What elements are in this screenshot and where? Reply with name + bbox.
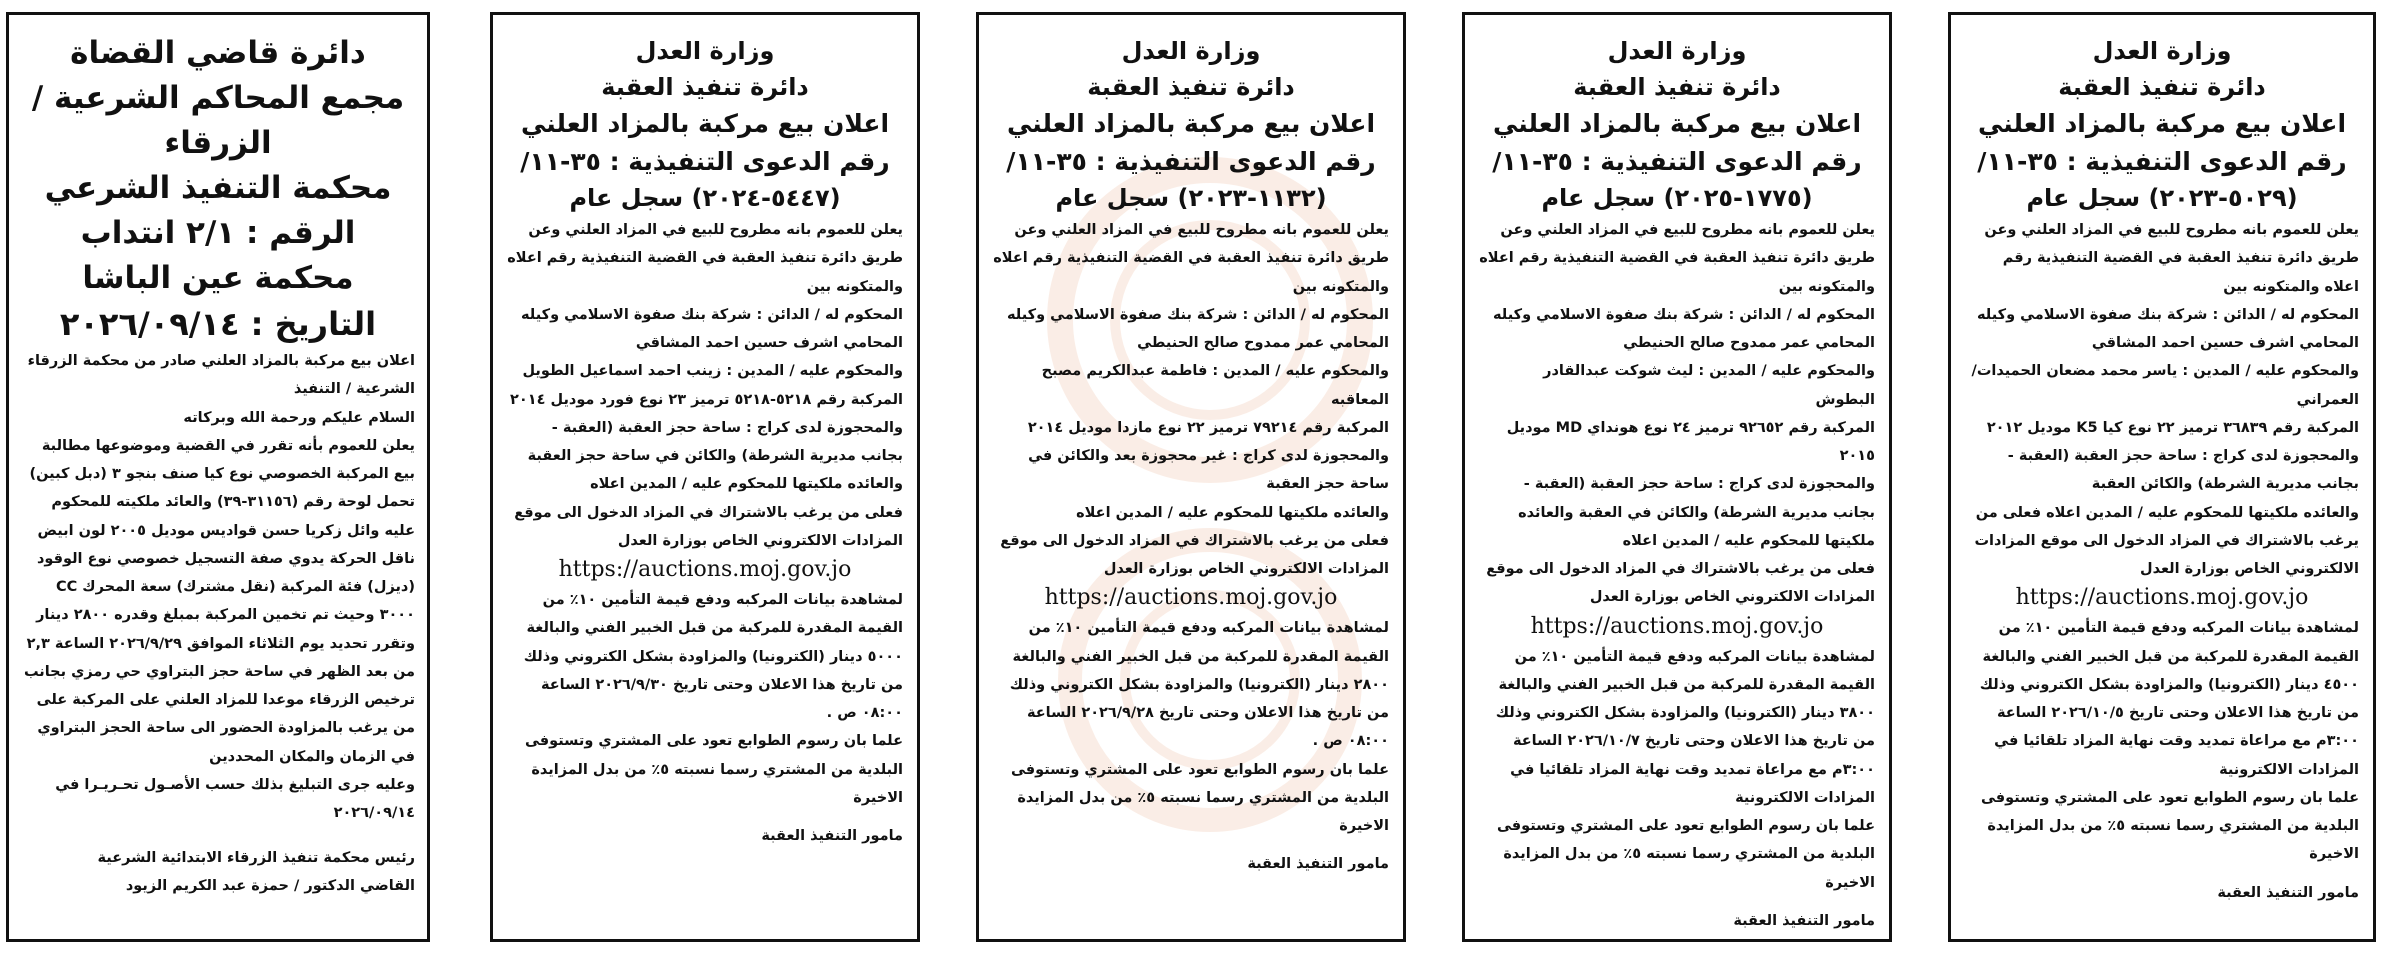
paragraph: المحكوم له / الدائن : شركة بنك صفوة الاسلامي وكيله المحامي اشرف حسين احمد المشاقي (1977, 306, 2359, 352)
paragraph: لمشاهدة بيانات المركبه ودفع قيمة التأمين ١٠٪ من القيمة المقدرة للمركبة من قبل الخبير الفني والبالغة ٢٨٠٠ دينار (الكترونيا) والمزاودة بشكل الكتروني وذلك من تاريخ هذا الاعلان وحتى تاريخ ٢٠٢٦/٩/٢٨ الساعة ٠٨:٠٠ ص . (1009, 620, 1389, 750)
court-title-line: الرقم : ٢/١ انتداب (80, 214, 356, 251)
paragraph: المحكوم له / الدائن : شركة بنك صفوة الاسلامي وكيله المحامي عمر ممدوح صالح الحنيطي (1493, 306, 1875, 352)
court-header (21, 31, 415, 347)
paragraph: فعلى من يرغب بالاشتراك في المزاد الدخول الى موقع المزادات الالكتروني الخاص بوزارة العدل (514, 504, 903, 549)
paragraph: والمحجوزة لدى كراج : ساحة حجز العقبة (العقبة - بجانب مديرية الشرطة) والكائن في ساحة حجز العقبة (527, 419, 903, 465)
court-notice-column (6, 12, 430, 942)
court-title-line: دائرة قاضي القضاة (70, 35, 366, 71)
notice-column-1 (490, 12, 920, 942)
paragraph: والعائده ملكيتها للمحكوم عليه / المدين اعلاه فعلى من يرغب بالاشتراك في المزاد الدخول الى موقع المزادات الالكتروني الخاص بوزارة العدل (1974, 504, 2359, 578)
paragraph: والمحجوزة لدى كراج : غير محجوزة بعد والكائن في ساحة حجز العقبة (1028, 448, 1389, 493)
auction-website: https://auctions.moj.gov.jo (558, 557, 852, 583)
signature: مامور التنفيذ العقبة (1247, 856, 1389, 873)
paragraph: المركبة رقم ٥٢١٨-٥٢١٨ ترميز ٢٣ نوع فورد موديل ٢٠١٤ (510, 391, 903, 408)
paragraph: لمشاهدة بيانات المركبه ودفع قيمة التأمين ١٠٪ من القيمة المقدرة للمركبة من قبل الخبير الفني والبالغة ٤٥٠٠ دينار (الكترونيا) والمزاودة بشكل الكتروني وذلك من تاريخ هذا الاعلان وحتى تاريخ ٢٠٢٦/١٠/٥ الساعة ٣:٠٠م مع مراعاة تمديد وقت نهاية المزاد تلقائيا في المزادات الالكترونية (1979, 620, 2359, 778)
notice-column-4 (1948, 12, 2376, 942)
paragraph: يعلن للعموم بأنه تقرر في القضية وموضوعها مطالبة بيع المركبة الخصوصي نوع كيا صنف بنجو ٣ (دبل كبين) تحمل لوحة رقم (٣١١٥٦-٣٩) والعائد ملكيته للمحكوم عليه وائل زكريا حسن قواديس موديل ٢٠٠٥ لون ابيض ناقل الحركة يدوي صفة التسجيل خصوصي نوع الوقود (ديزل) فئة المركبة (نقل مشترك) سعة المحرك CC ٣٠٠٠ وحيث تم تخمين المركبة بمبلغ وقدره ٢٨٠٠ دينار وتقرر تحديد يوم الثلاثاء الموافق ٢٠٢٦/٩/٢٩ الساعة ٢,٣ من بعد الظهر في ساحة حجز البتراوي حي رمزي بجانب ترخيص الزرقاء موعدا للمزاد العلني على المركبة على من يرغب بالمزاودة الحضور الى ساحة الحجز البتراوي في الزمان والمكان المحددين (23, 437, 415, 765)
paragraph: والمحكوم عليه / المدين : ياسر محمد مضعان الحميدات/ العمراني (1971, 363, 2359, 408)
notice-body (993, 216, 1389, 879)
paragraph: والعائده ملكيتها للمحكوم عليه / المدين اعلاه (590, 476, 903, 493)
signature-line: رئيس محكمة تنفيذ الزرقاء الابتدائية الشرعية (97, 849, 415, 866)
ministry-name: وزارة العدل (1121, 37, 1261, 65)
notice-title: اعلان بيع مركبة بالمزاد العلني (1977, 109, 2347, 138)
court-title-line: محكمة التنفيذ الشرعي (44, 169, 392, 206)
auction-website: https://auctions.moj.gov.jo (1530, 613, 1824, 639)
court-title-line: الزرقاء (164, 124, 272, 161)
case-number: (٥٤٤٧-٢٠٢٤) سجل عام (569, 184, 841, 212)
court-title-line: مجمع المحاكم الشرعية / (31, 79, 405, 116)
notice-header (1479, 33, 1875, 216)
paragraph: لمشاهدة بيانات المركبه ودفع قيمة التأمين ١٠٪ من القيمة المقدرة للمركبة من قبل الخبير الفني والبالغة ٣٨٠٠ دينار (الكترونيا) والمزاودة بشكل الكتروني وذلك من تاريخ هذا الاعلان وحتى تاريخ ٢٠٢٦/١٠/٧ الساعة ٣:٠٠م مع مراعاة تمديد وقت نهاية المزاد تلقائيا في المزادات الالكترونية (1495, 648, 1875, 806)
paragraph: فعلى من يرغب بالاشتراك في المزاد الدخول الى موقع المزادات الالكتروني الخاص بوزارة العدل (1486, 561, 1875, 606)
paragraph: علما بان رسوم الطوابع تعود على المشتري وتستوفى البلدية من المشتري رسما نسبته ٥٪ من بدل المزايدة الاخيرة (1496, 818, 1875, 891)
notice-header (507, 33, 903, 216)
notice-body (1965, 216, 2359, 907)
paragraph: يعلن للعموم بانه مطروح للبيع في المزاد العلني وعن طريق دائرة تنفيذ العقبة في القضية التنفيذية رقم اعلاه والمتكونه بين (1984, 222, 2359, 295)
case-label: رقم الدعوى التنفيذية : ٣٥-١١/ (1492, 146, 1862, 176)
department-name: دائرة تنفيذ العقبة (601, 73, 809, 101)
signature: مامور التنفيذ العقبة (761, 828, 903, 845)
case-label: رقم الدعوى التنفيذية : ٣٥-١١/ (1006, 146, 1376, 176)
paragraph: والمحكوم عليه / المدين : ليث شوكت عبدالقادر البطوش (1543, 363, 1875, 408)
notice-header (993, 33, 1389, 216)
paragraph: فعلى من يرغب بالاشتراك في المزاد الدخول الى موقع المزادات الالكتروني الخاص بوزارة العدل (1000, 532, 1389, 578)
notice-column-3 (1462, 12, 1892, 942)
notice-title: اعلان بيع مركبة بالمزاد العلني (1006, 109, 1376, 138)
paragraph: المحكوم له / الدائن : شركة بنك صفوة الاسلامي وكيله المحامي اشرف حسين احمد المشاقي (521, 306, 903, 352)
paragraph: علما بان رسوم الطوابع تعود على المشتري وتستوفى البلدية من المشتري رسما نسبته ٥٪ من بدل المزايدة الاخيرة (1010, 761, 1389, 835)
paragraph: يعلن للعموم بانه مطروح للبيع في المزاد العلني وعن طريق دائرة تنفيذ العقبة في القضية التنفيذية رقم اعلاه والمتكونه بين (507, 222, 903, 295)
ministry-name: وزارة العدل (1607, 37, 1747, 65)
notice-header (1965, 33, 2359, 216)
case-label: رقم الدعوى التنفيذية : ٣٥-١١/ (520, 146, 890, 176)
paragraph: المركبة رقم ٧٩٢١٤ ترميز ٢٢ نوع مازدا موديل ٢٠١٤ (1027, 419, 1389, 436)
paragraph: والمحكوم عليه / المدين : فاطمة عبدالكريم مصبح المعاقبه (1041, 363, 1389, 408)
paragraph: اعلان بيع مركبة بالمزاد العلني صادر من محكمة الزرقاء الشرعية / التنفيذ (27, 353, 415, 398)
case-number: (٥٠٢٩-٢٠٢٣) سجل عام (2026, 184, 2298, 212)
notice-column-2 (976, 12, 1406, 942)
signature: مامور التنفيذ العقبة (1733, 912, 1875, 929)
paragraph: والمحكوم عليه / المدين : زينب احمد اسماعيل الطويل (522, 363, 903, 380)
department-name: دائرة تنفيذ العقبة (1573, 73, 1781, 101)
auction-website: https://auctions.moj.gov.jo (2015, 585, 2309, 611)
notice-body (507, 216, 903, 850)
court-title-line: محكمة عين الباشا (82, 259, 354, 296)
notice-title: اعلان بيع مركبة بالمزاد العلني (520, 109, 890, 138)
notice-title: اعلان بيع مركبة بالمزاد العلني (1492, 109, 1862, 138)
paragraph: السلام عليكم ورحمة الله وبركاته (183, 409, 415, 426)
paragraph: يعلن للعموم بانه مطروح للبيع في المزاد العلني وعن طريق دائرة تنفيذ العقبة في القضية التنفيذية رقم اعلاه والمتكونه بين (993, 222, 1389, 295)
paragraph: لمشاهدة بيانات المركبه ودفع قيمة التأمين ١٠٪ من القيمة المقدرة للمركبة من قبل الخبير الفني والبالغة ٥٠٠٠ دينار (الكترونيا) والمزاودة بشكل الكتروني وذلك من تاريخ هذا الاعلان وحتى تاريخ ٢٠٢٦/٩/٣٠ الساعة ٠٨:٠٠ ص . (523, 591, 903, 722)
paragraph: المركبة رقم ٩٢٦٥٢ ترميز ٢٤ نوع هونداي MD موديل ٢٠١٥ (1506, 419, 1875, 465)
paragraph: يعلن للعموم بانه مطروح للبيع في المزاد العلني وعن طريق دائرة تنفيذ العقبة في القضية التنفيذية رقم اعلاه والمتكونه بين (1479, 222, 1875, 295)
auction-website: https://auctions.moj.gov.jo (1044, 585, 1338, 611)
case-number: (١١٣٢-٢٠٢٣) سجل عام (1055, 184, 1327, 212)
paragraph: والمحجوزة لدى كراج : ساحة حجز العقبة (العقبة - بجانب مديرية الشرطة) والكائن في العقبة والعائده ملكيتها للمحكوم عليه / المدين اعلاه (1518, 476, 1875, 549)
paragraph: المركبة رقم ٣٦٨٣٩ ترميز ٢٢ نوع كيا K5 موديل ٢٠١٢ (1986, 419, 2359, 436)
case-number: (١٧٧٥-٢٠٢٥) سجل عام (1541, 184, 1813, 212)
signature: مامور التنفيذ العقبة (2217, 884, 2359, 901)
court-date: التاريخ : ٢٠٢٦/٠٩/١٤ (59, 304, 377, 343)
signature-line: القاضي الدكتور / حمزة عبد الكريم الزيود (125, 877, 415, 894)
notice-body (1479, 216, 1875, 935)
paragraph: والمحجوزة لدى كراج : ساحة حجز العقبة (العقبة - بجانب مديرية الشرطة) والكائن العقبة (2007, 448, 2359, 493)
paragraph: والعائده ملكيتها للمحكوم عليه / المدين اعلاه (1076, 504, 1389, 521)
department-name: دائرة تنفيذ العقبة (2058, 73, 2266, 101)
case-label: رقم الدعوى التنفيذية : ٣٥-١١/ (1977, 146, 2347, 176)
court-body (21, 347, 415, 900)
ministry-name: وزارة العدل (2092, 37, 2232, 65)
ministry-name: وزارة العدل (635, 37, 775, 65)
department-name: دائرة تنفيذ العقبة (1087, 73, 1295, 101)
paragraph: المحكوم له / الدائن : شركة بنك صفوة الاسلامي وكيله المحامي عمر ممدوح صالح الحنيطي (1007, 306, 1389, 352)
paragraph: وعليه جرى التبليغ بذلك حسب الأصـول تحـريـرا في ٢٠٢٦/٠٩/١٤ (55, 777, 415, 822)
paragraph: علما بان رسوم الطوابع تعود على المشتري وتستوفى البلدية من المشتري رسما نسبته ٥٪ من بدل المزايدة الاخيرة (524, 733, 903, 806)
paragraph: علما بان رسوم الطوابع تعود على المشتري وتستوفى البلدية من المشتري رسما نسبته ٥٪ من بدل المزايدة الاخيرة (1980, 789, 2359, 863)
